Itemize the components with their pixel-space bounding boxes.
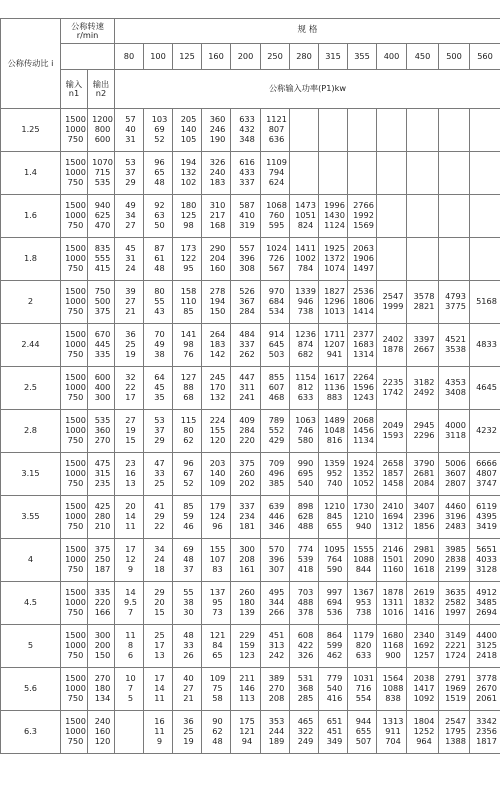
- n1-cell: 1500 1000 750: [61, 496, 88, 539]
- n1-cell: 1500 1000 750: [61, 281, 88, 324]
- power-value-cell: 2340 1692 1257: [407, 625, 439, 668]
- power-value-cell: 914 645 503: [261, 324, 290, 367]
- power-value-cell: [290, 109, 319, 152]
- power-value-cell: 180 125 98: [173, 195, 202, 238]
- power-value-cell: 2049 1593: [377, 410, 407, 453]
- power-value-cell: 45 31 24: [115, 238, 144, 281]
- power-value-cell: 1711 1207 941: [319, 324, 348, 367]
- table-row: [1, 539, 500, 582]
- power-header: 公称输入功率(P1)kw: [115, 70, 500, 109]
- n2-cell: 750 500 375: [88, 281, 115, 324]
- power-value-cell: 447 311 241: [231, 367, 261, 410]
- power-value-cell: 703 488 378: [290, 582, 319, 625]
- table-row: [1, 496, 500, 539]
- table-row: [1, 453, 500, 496]
- n2-cell: 1070 715 535: [88, 152, 115, 195]
- ratio-cell: 3.15: [1, 453, 61, 496]
- ratio-cell: 2.5: [1, 367, 61, 410]
- power-value-cell: 109 75 58: [202, 668, 231, 711]
- power-value-cell: 651 451 349: [319, 711, 348, 754]
- power-value-cell: 85 59 46: [173, 496, 202, 539]
- power-value-cell: 36 25 19: [173, 711, 202, 754]
- power-value-cell: 326 240 183: [202, 152, 231, 195]
- power-value-cell: 1878 1311 1016: [377, 582, 407, 625]
- power-value-cell: 3397 2667: [407, 324, 439, 367]
- power-value-cell: 4833: [470, 324, 500, 367]
- power-value-cell: 158 110 85: [173, 281, 202, 324]
- n1-cell: 1500 1000 750: [61, 711, 88, 754]
- power-value-cell: 141 98 76: [173, 324, 202, 367]
- power-value-cell: 360 246 190: [202, 109, 231, 152]
- power-value-cell: 4000 3118: [439, 410, 470, 453]
- power-value-cell: 1924 1352 1052: [348, 453, 377, 496]
- power-value-cell: 96 65 48: [144, 152, 173, 195]
- ratio-cell: 5.6: [1, 668, 61, 711]
- power-value-cell: 47 33 25: [144, 453, 173, 496]
- n2-cell: 240 160 120: [88, 711, 115, 754]
- power-value-cell: [439, 109, 470, 152]
- n2-cell: 375 250 187: [88, 539, 115, 582]
- power-value-cell: 1068 760 595: [261, 195, 290, 238]
- size-header-cell: 200: [231, 44, 261, 70]
- power-value-cell: [348, 152, 377, 195]
- power-value-cell: 531 368 285: [290, 668, 319, 711]
- power-value-cell: 41 29 22: [144, 496, 173, 539]
- power-value-cell: 173 122 95: [173, 238, 202, 281]
- ratio-cell: 3.55: [1, 496, 61, 539]
- n2-cell: 1200 800 600: [88, 109, 115, 152]
- power-value-cell: 1236 874 682: [290, 324, 319, 367]
- power-value-cell: 96 67 52: [173, 453, 202, 496]
- table-row: [1, 152, 500, 195]
- n1-cell: 1500 1000 750: [61, 324, 88, 367]
- n2-cell: 535 360 270: [88, 410, 115, 453]
- power-value-cell: 121 84 65: [202, 625, 231, 668]
- n2-cell: 335 220 166: [88, 582, 115, 625]
- power-value-cell: 3778 2670 2061: [470, 668, 500, 711]
- n2-cell: 300 200 150: [88, 625, 115, 668]
- power-value-cell: 633 432 348: [231, 109, 261, 152]
- power-value-cell: 205 140 105: [173, 109, 202, 152]
- power-value-cell: 1925 1372 1074: [319, 238, 348, 281]
- power-value-cell: 2377 1683 1314: [348, 324, 377, 367]
- power-value-cell: 1121 807 636: [261, 109, 290, 152]
- power-rating-table: [0, 18, 500, 754]
- power-value-cell: 4793 3775: [439, 281, 470, 324]
- ratio-cell: 1.25: [1, 109, 61, 152]
- power-value-cell: 127 88 68: [173, 367, 202, 410]
- ratio-cell: 2: [1, 281, 61, 324]
- power-value-cell: 2945 2296: [407, 410, 439, 453]
- power-value-cell: 229 159 123: [231, 625, 261, 668]
- power-value-cell: 570 396 307: [261, 539, 290, 582]
- power-value-cell: 69 48 37: [173, 539, 202, 582]
- n2-cell: 835 555 415: [88, 238, 115, 281]
- power-value-cell: 1210 845 655: [319, 496, 348, 539]
- power-value-cell: 20 14 11: [115, 496, 144, 539]
- power-value-cell: [377, 195, 407, 238]
- table-row: [1, 109, 500, 152]
- power-value-cell: 80 55 43: [144, 281, 173, 324]
- power-value-cell: 5651 4033 3128: [470, 539, 500, 582]
- size-header-cell: 355: [348, 44, 377, 70]
- power-value-cell: 337 234 181: [231, 496, 261, 539]
- size-header-cell: 500: [439, 44, 470, 70]
- n1-cell: 1500 1000 750: [61, 668, 88, 711]
- power-value-cell: 495 344 266: [261, 582, 290, 625]
- power-value-cell: 616 433 337: [231, 152, 261, 195]
- power-value-cell: 2410 1694 1312: [377, 496, 407, 539]
- power-value-cell: 211 146 113: [231, 668, 261, 711]
- table-row: [1, 195, 500, 238]
- n1-cell: 1500 1000 750: [61, 625, 88, 668]
- n1-cell: 1500 1000 750: [61, 367, 88, 410]
- speed-label: 公称转速: [71, 20, 104, 31]
- power-value-cell: 245 170 132: [202, 367, 231, 410]
- power-value-cell: [439, 238, 470, 281]
- power-value-cell: 608 422 326: [290, 625, 319, 668]
- power-value-cell: 87 61 48: [144, 238, 173, 281]
- power-value-cell: [377, 152, 407, 195]
- power-value-cell: [439, 152, 470, 195]
- power-value-cell: 34 24 18: [144, 539, 173, 582]
- power-value-cell: 70 49 38: [144, 324, 173, 367]
- speed-header-blank: [61, 44, 115, 70]
- power-value-cell: 4912 3485 2694: [470, 582, 500, 625]
- size-header-cell: 80: [115, 44, 144, 70]
- ratio-cell: 4.5: [1, 582, 61, 625]
- power-value-cell: 4400 3125 2418: [470, 625, 500, 668]
- power-value-cell: 16 11 9: [144, 711, 173, 754]
- n2-cell: 600 400 300: [88, 367, 115, 410]
- power-value-cell: 1555 1088 844: [348, 539, 377, 582]
- power-value-cell: 40 27 21: [173, 668, 202, 711]
- power-value-cell: 789 552 429: [261, 410, 290, 453]
- power-value-cell: 290 204 160: [202, 238, 231, 281]
- power-value-cell: 4645: [470, 367, 500, 410]
- power-value-cell: 774 539 418: [290, 539, 319, 582]
- power-value-cell: 10 7 5: [115, 668, 144, 711]
- power-value-cell: 49 34 27: [115, 195, 144, 238]
- power-value-cell: 103 69 52: [144, 109, 173, 152]
- speed-unit: r/min: [76, 30, 99, 40]
- power-value-cell: 2068 1456 1134: [348, 410, 377, 453]
- power-value-cell: 1031 716 554: [348, 668, 377, 711]
- power-value-cell: 944 655 507: [348, 711, 377, 754]
- power-value-cell: 3790 2681 2084: [407, 453, 439, 496]
- size-header-cell: 315: [319, 44, 348, 70]
- power-value-cell: 5168: [470, 281, 500, 324]
- power-value-cell: 1313 911 704: [377, 711, 407, 754]
- power-value-cell: 970 684 534: [261, 281, 290, 324]
- size-header-cell: 280: [290, 44, 319, 70]
- power-value-cell: 1179 820 633: [348, 625, 377, 668]
- table-row: [1, 582, 500, 625]
- power-value-cell: 6119 4395 3419: [470, 496, 500, 539]
- power-value-cell: 260 180 139: [231, 582, 261, 625]
- power-value-cell: 137 95 73: [202, 582, 231, 625]
- power-value-cell: 1827 1296 1013: [319, 281, 348, 324]
- n1-cell: 1500 1000 750: [61, 152, 88, 195]
- power-value-cell: 175 121 94: [231, 711, 261, 754]
- power-value-cell: [377, 109, 407, 152]
- power-value-cell: 2766 1992 1569: [348, 195, 377, 238]
- n1-cell: 1500 1000 750: [61, 195, 88, 238]
- power-value-cell: 864 599 462: [319, 625, 348, 668]
- power-value-cell: 194 132 102: [173, 152, 202, 195]
- table-row: [1, 668, 500, 711]
- size-header-cell: 450: [407, 44, 439, 70]
- power-value-cell: 451 313 242: [261, 625, 290, 668]
- power-value-cell: 48 33 26: [173, 625, 202, 668]
- power-value-cell: 36 25 19: [115, 324, 144, 367]
- power-value-cell: 90 62 48: [202, 711, 231, 754]
- power-value-cell: 29 20 15: [144, 582, 173, 625]
- power-value-cell: 64 45 35: [144, 367, 173, 410]
- power-value-cell: 2536 1806 1414: [348, 281, 377, 324]
- power-value-cell: 4353 3408: [439, 367, 470, 410]
- ratio-cell: 2.44: [1, 324, 61, 367]
- power-value-cell: 179 124 96: [202, 496, 231, 539]
- power-value-cell: 990 695 540: [290, 453, 319, 496]
- power-value-cell: 409 284 220: [231, 410, 261, 453]
- power-value-cell: 17 12 9: [115, 539, 144, 582]
- power-value-cell: 639 446 346: [261, 496, 290, 539]
- power-value-cell: 2063 1906 1497: [348, 238, 377, 281]
- table-row: [1, 367, 500, 410]
- power-value-cell: [470, 152, 500, 195]
- power-value-cell: [290, 152, 319, 195]
- table-row: [1, 625, 500, 668]
- power-value-cell: 1411 1002 784: [290, 238, 319, 281]
- power-value-cell: 779 540 416: [319, 668, 348, 711]
- power-value-cell: 57 40 31: [115, 109, 144, 152]
- power-value-cell: 1339 946 738: [290, 281, 319, 324]
- power-value-cell: 389 270 208: [261, 668, 290, 711]
- power-value-cell: 997 694 536: [319, 582, 348, 625]
- power-value-cell: [407, 152, 439, 195]
- power-value-cell: [439, 195, 470, 238]
- power-value-cell: 1359 952 740: [319, 453, 348, 496]
- power-value-cell: 25 17 13: [144, 625, 173, 668]
- power-value-cell: 3407 2396 1856: [407, 496, 439, 539]
- n2-header: 输出 n2: [88, 70, 115, 109]
- power-value-cell: 898 628 488: [290, 496, 319, 539]
- power-value-cell: 709 496 385: [261, 453, 290, 496]
- power-value-cell: 1617 1136 883: [319, 367, 348, 410]
- power-value-cell: 484 337 262: [231, 324, 261, 367]
- power-value-cell: 4460 3196 2483: [439, 496, 470, 539]
- power-value-cell: 3985 2838 2199: [439, 539, 470, 582]
- power-value-cell: 1024 726 567: [261, 238, 290, 281]
- power-value-cell: [470, 109, 500, 152]
- power-value-cell: 2547 1795 1388: [439, 711, 470, 754]
- power-value-cell: 55 38 30: [173, 582, 202, 625]
- n1-cell: 1500 1000 750: [61, 453, 88, 496]
- power-value-cell: 2547 1999: [377, 281, 407, 324]
- power-value-cell: 4232: [470, 410, 500, 453]
- size-header-cell: 100: [144, 44, 173, 70]
- n2-cell: 425 280 210: [88, 496, 115, 539]
- power-value-cell: 224 155 120: [202, 410, 231, 453]
- power-value-cell: 2038 1417 1092: [407, 668, 439, 711]
- size-header-cell: 250: [261, 44, 290, 70]
- ratio-cell: 1.4: [1, 152, 61, 195]
- power-value-cell: [470, 238, 500, 281]
- ratio-cell: 5: [1, 625, 61, 668]
- power-value-cell: 3578 2821: [407, 281, 439, 324]
- power-value-cell: 1109 794 624: [261, 152, 290, 195]
- power-value-cell: 1473 1051 824: [290, 195, 319, 238]
- power-value-cell: 23 16 13: [115, 453, 144, 496]
- power-value-cell: 155 107 83: [202, 539, 231, 582]
- power-value-cell: 557 396 308: [231, 238, 261, 281]
- power-value-cell: 3149 2221 1724: [439, 625, 470, 668]
- power-value-cell: 2402 1878: [377, 324, 407, 367]
- power-value-cell: 264 183 142: [202, 324, 231, 367]
- power-value-cell: 2981 2090 1618: [407, 539, 439, 582]
- ratio-cell: 6.3: [1, 711, 61, 754]
- power-value-cell: 465 322 249: [290, 711, 319, 754]
- table-row: [1, 281, 500, 324]
- power-value-cell: 1996 1430 1124: [319, 195, 348, 238]
- power-value-cell: 278 194 150: [202, 281, 231, 324]
- n1-cell: 1500 1000 750: [61, 539, 88, 582]
- power-value-cell: 32 22 17: [115, 367, 144, 410]
- power-value-cell: 1367 953 738: [348, 582, 377, 625]
- power-value-cell: 1564 1088 838: [377, 668, 407, 711]
- ratio-cell: 2.8: [1, 410, 61, 453]
- size-header-cell: 125: [173, 44, 202, 70]
- ratio-header: 公称传动比 i: [1, 19, 61, 109]
- power-value-cell: 115 80 62: [173, 410, 202, 453]
- table-row: [1, 410, 500, 453]
- power-value-cell: 300 208 161: [231, 539, 261, 582]
- power-value-cell: 2146 1501 1160: [377, 539, 407, 582]
- size-header-cell: 400: [377, 44, 407, 70]
- power-value-cell: 2235 1742: [377, 367, 407, 410]
- power-value-cell: 2658 1857 1458: [377, 453, 407, 496]
- power-value-cell: 3635 2582 1997: [439, 582, 470, 625]
- power-value-cell: 11 8 6: [115, 625, 144, 668]
- power-value-cell: [470, 195, 500, 238]
- n2-cell: 940 625 470: [88, 195, 115, 238]
- power-value-cell: 4521 3538: [439, 324, 470, 367]
- power-value-cell: 14 9.5 7: [115, 582, 144, 625]
- power-value-cell: 2619 1832 1416: [407, 582, 439, 625]
- n2-cell: 475 315 235: [88, 453, 115, 496]
- power-value-cell: [407, 109, 439, 152]
- table-row: [1, 238, 500, 281]
- size-header-cell: 160: [202, 44, 231, 70]
- power-value-cell: 27 19 15: [115, 410, 144, 453]
- power-value-cell: 92 63 50: [144, 195, 173, 238]
- power-value-cell: 3342 2356 1817: [470, 711, 500, 754]
- power-value-cell: 17 14 11: [144, 668, 173, 711]
- n2-cell: 270 180 134: [88, 668, 115, 711]
- power-value-cell: 526 367 284: [231, 281, 261, 324]
- table-row: [1, 711, 500, 754]
- power-value-cell: [348, 109, 377, 152]
- power-value-cell: [115, 711, 144, 754]
- power-value-cell: 1730 1210 940: [348, 496, 377, 539]
- power-value-cell: 375 260 202: [231, 453, 261, 496]
- power-value-cell: 1063 746 580: [290, 410, 319, 453]
- power-value-cell: 1154 812 633: [290, 367, 319, 410]
- power-value-cell: 53 37 29: [144, 410, 173, 453]
- ratio-cell: 1.6: [1, 195, 61, 238]
- n2-cell: 670 445 335: [88, 324, 115, 367]
- size-header-cell: 560: [470, 44, 500, 70]
- power-value-cell: 1489 1048 816: [319, 410, 348, 453]
- power-value-cell: 2791 1969 1519: [439, 668, 470, 711]
- power-value-cell: 1680 1168 900: [377, 625, 407, 668]
- power-value-cell: 2264 1596 1243: [348, 367, 377, 410]
- power-value-cell: 3182 2492: [407, 367, 439, 410]
- power-value-cell: 53 37 29: [115, 152, 144, 195]
- power-value-cell: 587 410 319: [231, 195, 261, 238]
- table-row: [1, 324, 500, 367]
- power-value-cell: 310 217 168: [202, 195, 231, 238]
- power-value-cell: 353 244 189: [261, 711, 290, 754]
- n1-cell: 1500 1000 750: [61, 410, 88, 453]
- power-value-cell: 855 607 468: [261, 367, 290, 410]
- n1-cell: 1500 1000 750: [61, 109, 88, 152]
- ratio-cell: 4: [1, 539, 61, 582]
- n1-cell: 1500 1000 750: [61, 582, 88, 625]
- speed-header: [61, 19, 115, 44]
- power-value-cell: 1804 1252 964: [407, 711, 439, 754]
- power-value-cell: [407, 238, 439, 281]
- power-value-cell: 5006 3607 2807: [439, 453, 470, 496]
- power-value-cell: 6666 4807 3747: [470, 453, 500, 496]
- power-value-cell: 203 140 109: [202, 453, 231, 496]
- power-value-cell: [377, 238, 407, 281]
- power-value-cell: 1095 764 590: [319, 539, 348, 582]
- spec-header: 规 格: [115, 19, 500, 44]
- power-value-cell: [319, 152, 348, 195]
- ratio-cell: 1.8: [1, 238, 61, 281]
- n1-header: 输入 n1: [61, 70, 88, 109]
- n1-cell: 1500 1000 750: [61, 238, 88, 281]
- power-value-cell: 39 27 21: [115, 281, 144, 324]
- power-value-cell: [319, 109, 348, 152]
- power-value-cell: [407, 195, 439, 238]
